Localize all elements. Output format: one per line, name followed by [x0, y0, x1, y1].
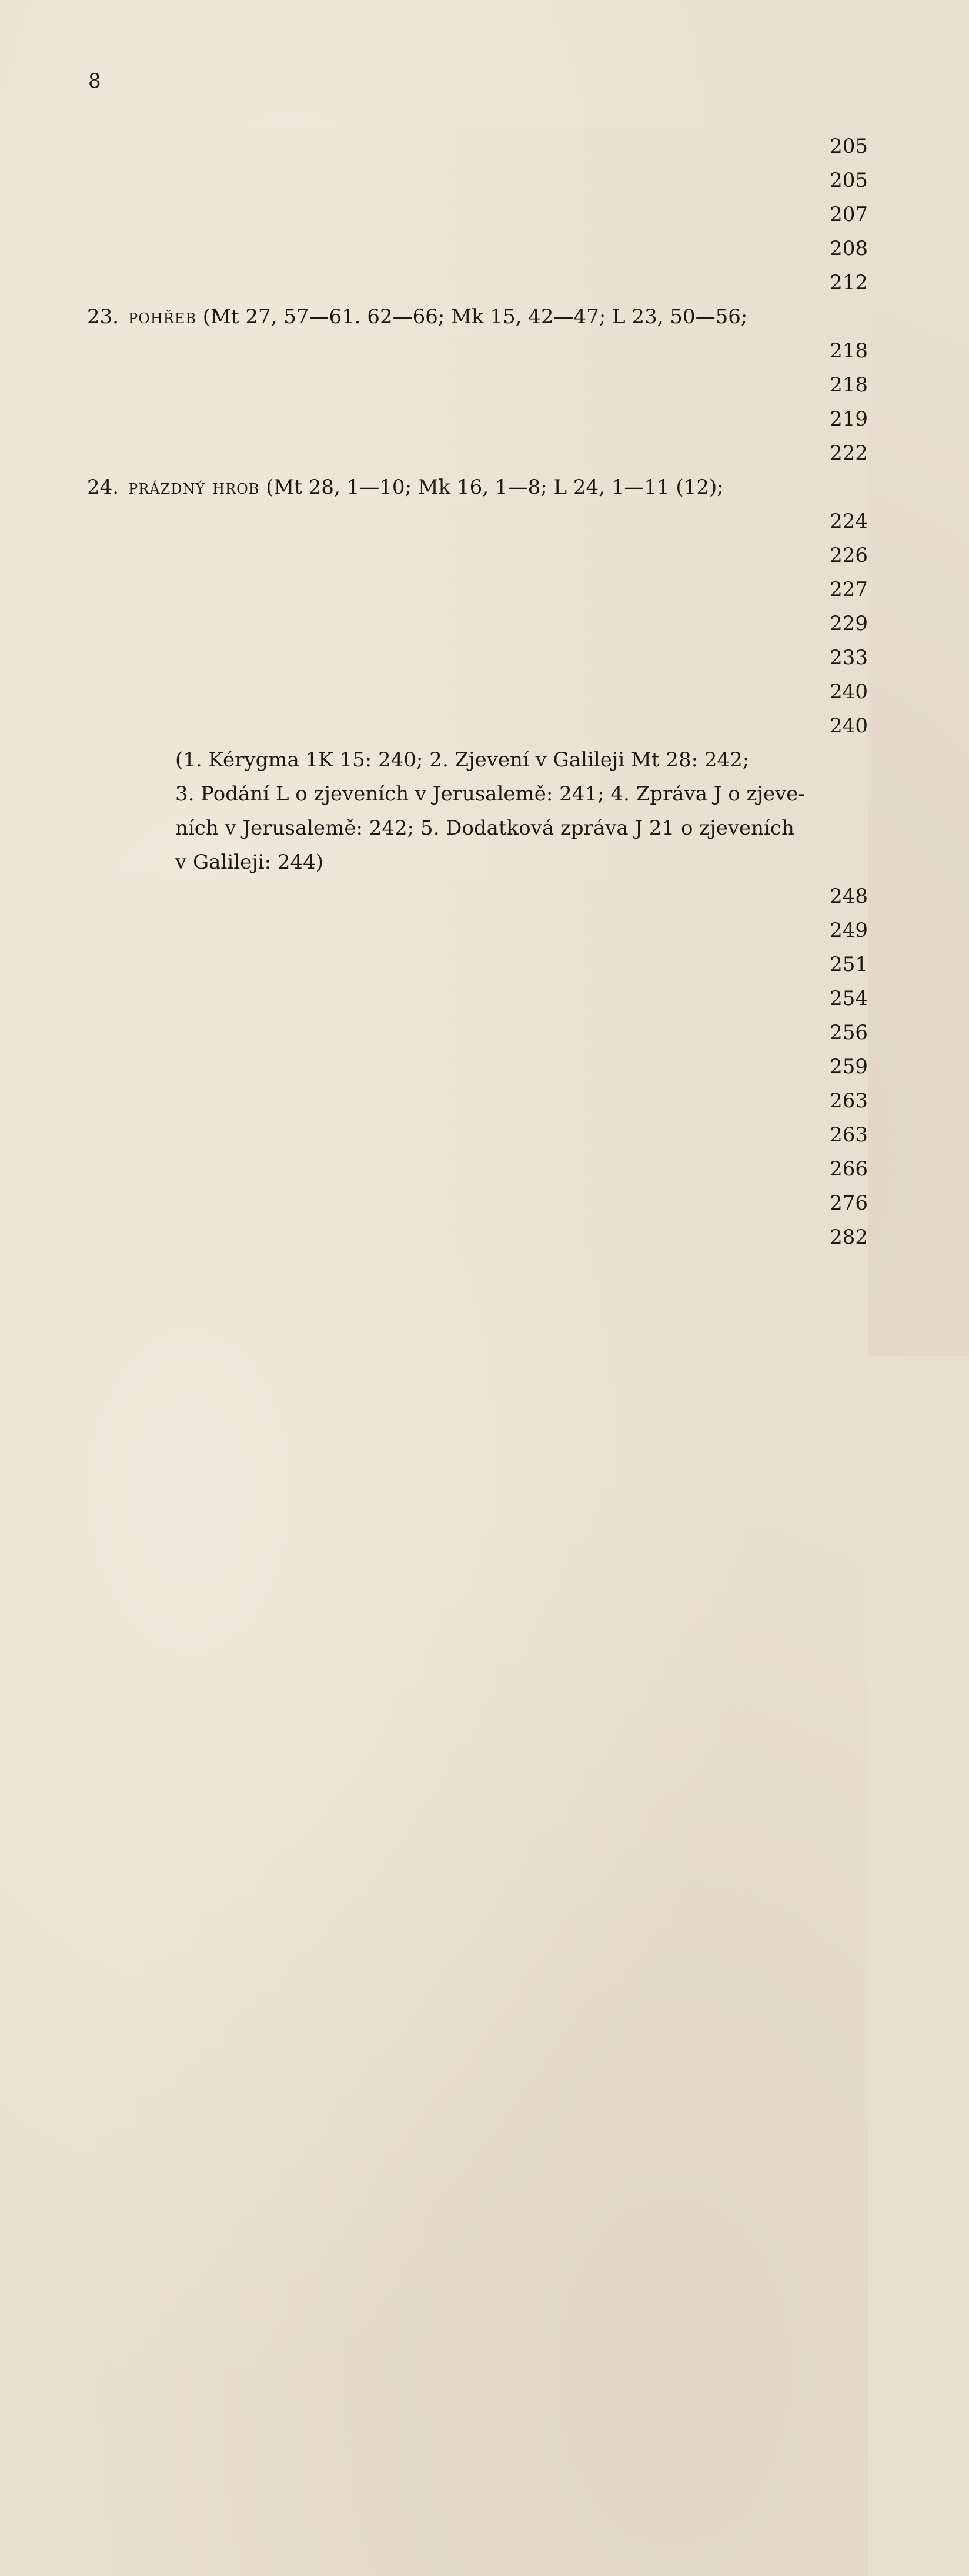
toc-entry [0, 572, 969, 607]
entry-note-line [0, 743, 969, 777]
entry-page: 233 [0, 641, 868, 1997]
toc-entry [0, 368, 969, 402]
toc-entry-continuation [0, 334, 969, 368]
entry-page: 249 [0, 913, 868, 2269]
entry-page: 218 [0, 368, 868, 1724]
entry-page: 266 [0, 1152, 868, 2508]
entry-page: 263 [0, 1118, 868, 2474]
entry-page: 263 [0, 1084, 868, 2440]
entry-page: 229 [0, 607, 868, 1962]
toc-entry [0, 641, 969, 675]
toc-section-entry [0, 470, 969, 504]
toc-entry [0, 1118, 969, 1152]
toc-section-entry [0, 675, 969, 709]
entry-page: 240 [0, 675, 868, 2031]
entry-page: 218 [0, 334, 868, 1690]
entry-note-line [0, 811, 969, 845]
entry-page: 254 [0, 982, 868, 2337]
toc-entry [0, 1152, 969, 1186]
entry-page: 248 [0, 879, 868, 2235]
entry-page: 212 [0, 266, 868, 1622]
toc-entry [0, 709, 969, 743]
entry-page: 276 [0, 1186, 868, 2542]
entry-page: 251 [0, 947, 868, 2303]
section-title-smallcaps: pohřeb [128, 305, 196, 329]
entry-page: 207 [0, 197, 868, 1553]
note-text: 3. Podání L o zjeveních v Jerusalemě: 241; 4. Zpráva J o zjeve- [175, 782, 805, 806]
note-text: (1. Kérygma 1K 15: 240; 2. Zjevení v Galileji Mt 28: 242; [175, 748, 750, 772]
entry-page: 208 [0, 232, 868, 1587]
section-references: (Mt 28, 1—10; Mk 16, 1—8; L 24, 1—11 (12); [259, 475, 724, 499]
entry-note-line [0, 777, 969, 811]
entry-number: 24. [87, 475, 119, 499]
toc-entry [0, 913, 969, 947]
toc-entry [0, 163, 969, 197]
toc-entry [0, 129, 969, 163]
toc-entry [0, 232, 969, 266]
toc-entry [0, 402, 969, 436]
toc-entry [0, 607, 969, 641]
toc-entry [0, 266, 969, 300]
entry-page: 282 [0, 1220, 868, 2576]
entry-page: 205 [0, 129, 868, 1485]
toc-entry [0, 879, 969, 913]
toc-entry [0, 1016, 969, 1050]
toc-top-entry [0, 1084, 969, 1118]
toc-entry [0, 197, 969, 232]
entry-page: 256 [0, 1016, 868, 2371]
section-title-smallcaps: prázdný hrob [128, 475, 260, 499]
toc-section-entry [0, 300, 969, 334]
toc-entry [0, 982, 969, 1016]
toc-entry-continuation [0, 504, 969, 538]
toc-entry [0, 436, 969, 470]
entry-page: 259 [0, 1050, 868, 2406]
entry-page: 240 [0, 709, 868, 2065]
entry-page: 205 [0, 163, 868, 1519]
entry-page: 222 [0, 436, 868, 1792]
section-references: (Mt 27, 57—61. 62—66; Mk 15, 42—47; L 23, 50—56; [196, 305, 748, 329]
toc-entry [0, 947, 969, 982]
note-text: ních v Jerusalemě: 242; 5. Dodatková zpráva J 21 o zjeveních [175, 816, 794, 840]
entry-note-line [0, 845, 969, 879]
toc-entry [0, 1220, 969, 1254]
table-of-contents [0, 129, 969, 1254]
entry-page: 224 [0, 504, 868, 1860]
toc-entry [0, 1186, 969, 1220]
toc-entry [0, 538, 969, 572]
entry-page: 226 [0, 538, 868, 1894]
page-number: 8 [88, 69, 101, 93]
entry-page: 227 [0, 572, 868, 1928]
note-text: v Galileji: 244) [175, 850, 324, 874]
entry-number: 23. [87, 305, 119, 329]
entry-title [128, 470, 724, 504]
entry-title [128, 300, 747, 334]
toc-top-entry [0, 1050, 969, 1084]
entry-page: 219 [0, 402, 868, 1758]
